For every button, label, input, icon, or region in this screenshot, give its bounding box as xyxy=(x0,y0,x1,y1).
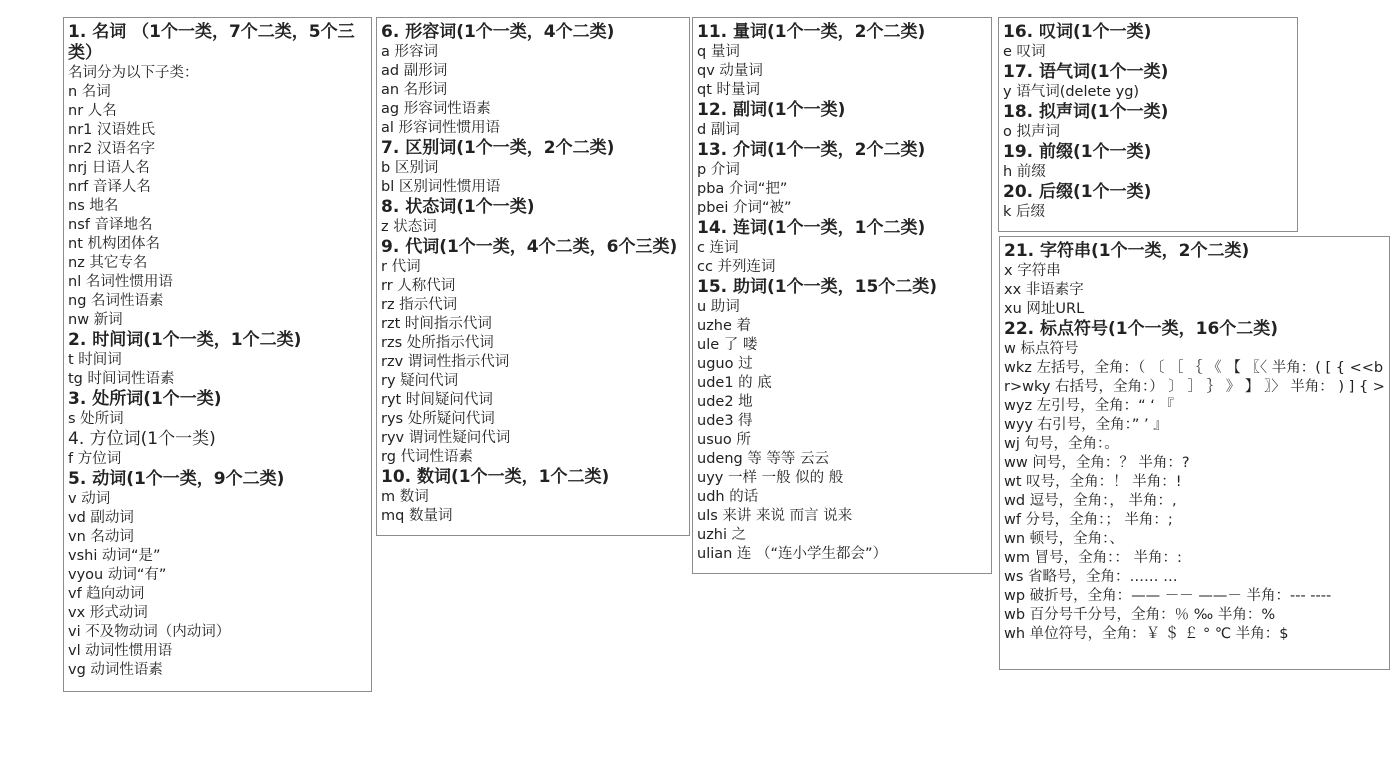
list-item: pbei 介词“被” xyxy=(697,200,792,216)
list-item: ulian 连 （“连小学生都会”） xyxy=(697,546,888,562)
list-item: wd 逗号，全角：， 半角：, xyxy=(1004,493,1177,509)
list-item: rz 指示代词 xyxy=(381,297,458,313)
list-item: vn 名动词 xyxy=(68,529,134,545)
list-item: vi 不及物动词（内动词） xyxy=(68,624,231,640)
section-title: 2. 时间词(1个一类，1个二类) xyxy=(68,330,302,350)
section-title: 21. 字符串(1个一类，2个二类) xyxy=(1004,241,1250,261)
list-item: b 区别词 xyxy=(381,160,439,176)
list-item: nw 新词 xyxy=(68,312,123,328)
list-item: t 时间词 xyxy=(68,352,122,368)
list-item: k 后缀 xyxy=(1003,204,1046,220)
section-title: 22. 标点符号(1个一类，16个二类) xyxy=(1004,319,1279,339)
list-item: q 量词 xyxy=(697,44,740,60)
list-item: nz 其它专名 xyxy=(68,255,148,271)
list-item: vyou 动词“有” xyxy=(68,567,167,583)
list-item: tg 时间词性语素 xyxy=(68,371,175,387)
list-item: nr1 汉语姓氏 xyxy=(68,122,155,138)
section-title: 10. 数词(1个一类，1个二类) xyxy=(381,467,610,487)
list-item: qv 动量词 xyxy=(697,63,763,79)
list-item: ns 地名 xyxy=(68,198,119,214)
section-title: 4. 方位词(1个一类) xyxy=(68,429,216,449)
pos-box-interjections-affixes xyxy=(998,17,1298,232)
list-item: v 动词 xyxy=(68,491,111,507)
section-title: 6. 形容词(1个一类，4个二类) xyxy=(381,22,615,42)
list-item: wn 顿号，全角：、 xyxy=(1004,531,1124,547)
list-item: ryv 谓词性疑问代词 xyxy=(381,430,511,446)
section-title: 20. 后缀(1个一类) xyxy=(1003,182,1152,202)
list-item: xu 网址URL xyxy=(1004,301,1085,317)
list-item: wm 冒号，全角：： 半角：: xyxy=(1004,550,1182,566)
list-item: ryt 时间疑问代词 xyxy=(381,392,493,408)
section-title: 1. 名词 （1个一类，7个二类，5个三类） xyxy=(68,22,355,63)
list-item: wp 破折号，全角：—— －－ ——－ 半角：--- ---- xyxy=(1004,588,1332,604)
section-title: 19. 前缀(1个一类) xyxy=(1003,142,1152,162)
list-item: d 副词 xyxy=(697,122,740,138)
list-item: wb 百分号千分号，全角：％ ‰ 半角：% xyxy=(1004,607,1276,623)
list-item: ng 名词性语素 xyxy=(68,293,164,309)
list-item: usuo 所 xyxy=(697,432,751,448)
list-item: rzv 谓词性指示代词 xyxy=(381,354,510,370)
list-item: bl 区别词性惯用语 xyxy=(381,179,501,195)
list-item: h 前缀 xyxy=(1003,164,1046,180)
section-title: 11. 量词(1个一类，2个二类) xyxy=(697,22,926,42)
list-item: ude2 地 xyxy=(697,394,753,410)
list-item: ww 问号，全角：？ 半角：? xyxy=(1004,455,1190,471)
list-item: w 标点符号 xyxy=(1004,341,1079,357)
list-item: wyy 右引号，全角：” ’ 』 xyxy=(1004,417,1168,433)
list-item: wf 分号，全角：； 半角：; xyxy=(1004,512,1173,528)
list-item: cc 并列连词 xyxy=(697,259,776,275)
list-item: nl 名词性惯用语 xyxy=(68,274,173,290)
list-item: udh 的话 xyxy=(697,489,759,505)
list-item: u 助词 xyxy=(697,299,740,315)
list-item: udeng 等 等等 云云 xyxy=(697,451,830,467)
list-item: uguo 过 xyxy=(697,356,753,372)
list-item: uyy 一样 一般 似的 般 xyxy=(697,470,844,486)
list-item: m 数词 xyxy=(381,489,429,505)
pos-box-adjectives-pronouns xyxy=(376,17,690,536)
pos-box-measure-particles xyxy=(692,17,992,574)
list-item: z 状态词 xyxy=(381,219,437,235)
section-title: 3. 处所词(1个一类) xyxy=(68,389,222,409)
list-item: vf 趋向动词 xyxy=(68,586,145,602)
list-item: f 方位词 xyxy=(68,451,122,467)
list-item: ag 形容词性语素 xyxy=(381,101,491,117)
list-item: n 名词 xyxy=(68,84,111,100)
list-item: r 代词 xyxy=(381,259,421,275)
list-item: vl 动词性惯用语 xyxy=(68,643,173,659)
list-item: 名词分为以下子类： xyxy=(68,65,199,81)
list-item: uls 来讲 来说 而言 说来 xyxy=(697,508,853,524)
list-item: rzs 处所指示代词 xyxy=(381,335,494,351)
list-item: mq 数量词 xyxy=(381,508,453,524)
list-item: ude1 的 底 xyxy=(697,375,772,391)
list-item: nt 机构团体名 xyxy=(68,236,160,252)
list-item: nr 人名 xyxy=(68,103,117,119)
list-item: wkz 左括号，全角：（ 〔 ［ ｛ 《 【 〖〈 半角：( [ { <<br>wky 右括号，全角：） 〕 ］ ｝ 》 】 〗〉 半角： ) ] { > xyxy=(1004,360,1385,395)
section-title: 18. 拟声词(1个一类) xyxy=(1003,102,1169,122)
list-item: vshi 动词“是” xyxy=(68,548,161,564)
section-title: 16. 叹词(1个一类) xyxy=(1003,22,1152,42)
list-item: wyz 左引号，全角：“ ‘ 『 xyxy=(1004,398,1174,414)
list-item: a 形容词 xyxy=(381,44,438,60)
list-item: rg 代词性语素 xyxy=(381,449,474,465)
list-item: wj 句号，全角：。 xyxy=(1004,436,1119,452)
list-item: al 形容词性惯用语 xyxy=(381,120,501,136)
list-item: wh 单位符号，全角：￥ ＄ ￡ ° ℃ 半角：$ xyxy=(1004,626,1289,642)
list-item: ule 了 喽 xyxy=(697,337,758,353)
section-title: 8. 状态词(1个一类) xyxy=(381,197,535,217)
list-item: p 介词 xyxy=(697,162,740,178)
section-title: 12. 副词(1个一类) xyxy=(697,100,846,120)
list-item: uzhi 之 xyxy=(697,527,747,543)
list-item: nr2 汉语名字 xyxy=(68,141,155,157)
list-item: x 字符串 xyxy=(1004,263,1061,279)
list-item: s 处所词 xyxy=(68,411,124,427)
list-item: ad 副形词 xyxy=(381,63,448,79)
list-item: nrf 音译人名 xyxy=(68,179,151,195)
section-title: 14. 连词(1个一类，1个二类) xyxy=(697,218,926,238)
list-item: c 连词 xyxy=(697,240,739,256)
list-item: ry 疑问代词 xyxy=(381,373,459,389)
section-title: 7. 区别词(1个一类，2个二类) xyxy=(381,138,615,158)
list-item: pba 介词“把” xyxy=(697,181,788,197)
list-item: y 语气词(delete yg) xyxy=(1003,84,1140,100)
section-title: 13. 介词(1个一类，2个二类) xyxy=(697,140,926,160)
list-item: rr 人称代词 xyxy=(381,278,456,294)
list-item: an 名形词 xyxy=(381,82,448,98)
list-item: o 拟声词 xyxy=(1003,124,1060,140)
list-item: xx 非语素字 xyxy=(1004,282,1084,298)
list-item: nsf 音译地名 xyxy=(68,217,153,233)
list-item: vg 动词性语素 xyxy=(68,662,163,678)
section-title: 15. 助词(1个一类，15个二类) xyxy=(697,277,938,297)
list-item: ude3 得 xyxy=(697,413,753,429)
list-item: rys 处所疑问代词 xyxy=(381,411,495,427)
list-item: vx 形式动词 xyxy=(68,605,148,621)
section-title: 17. 语气词(1个一类) xyxy=(1003,62,1169,82)
list-item: qt 时量词 xyxy=(697,82,760,98)
list-item: nrj 日语人名 xyxy=(68,160,150,176)
pos-box-nouns-verbs xyxy=(63,17,372,692)
list-item: wt 叹号，全角：！ 半角：! xyxy=(1004,474,1182,490)
section-title: 5. 动词(1个一类，9个二类) xyxy=(68,469,285,489)
list-item: e 叹词 xyxy=(1003,44,1046,60)
list-item: vd 副动词 xyxy=(68,510,134,526)
list-item: uzhe 着 xyxy=(697,318,752,334)
list-item: ws 省略号，全角：…… … xyxy=(1004,569,1178,585)
pos-box-strings-punctuation xyxy=(999,236,1390,670)
section-title: 9. 代词(1个一类，4个二类，6个三类) xyxy=(381,237,678,257)
list-item: rzt 时间指示代词 xyxy=(381,316,492,332)
